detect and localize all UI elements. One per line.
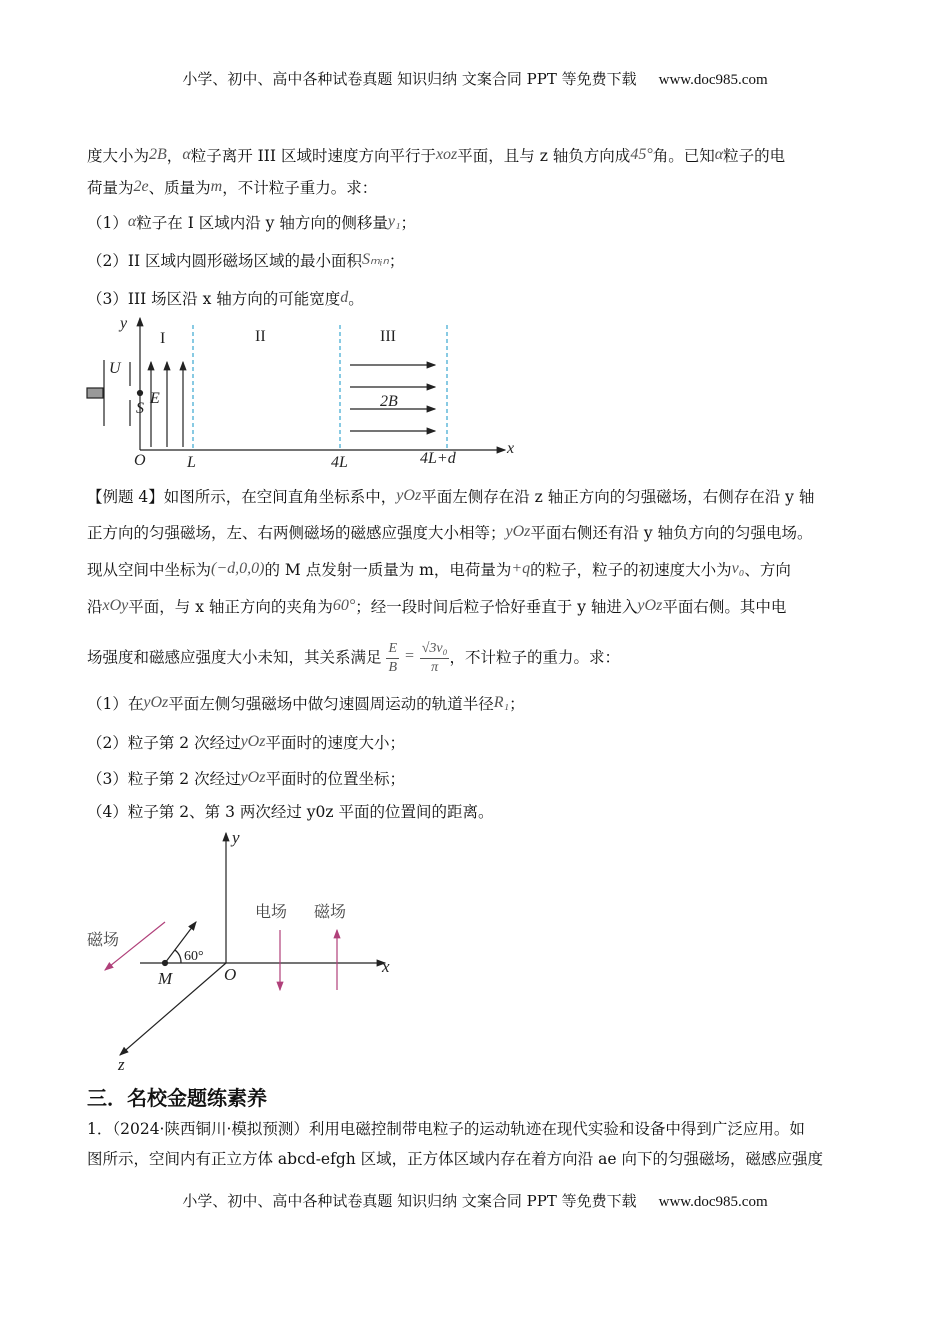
text: 度大小为 <box>87 147 150 165</box>
math-expression: y₁ <box>387 213 401 230</box>
figure-regions-diagram <box>87 318 505 450</box>
math-expression: 45° <box>630 146 653 163</box>
math-expression: xOy <box>102 597 129 614</box>
text: （3）粒子第 2 次经过 <box>87 770 241 788</box>
text: 沿 <box>87 598 103 616</box>
label: 4L <box>331 454 348 471</box>
text: 粒子在 I 区域内沿 y 轴方向的侧移量 <box>136 214 388 232</box>
frac-den: B <box>388 660 398 675</box>
text: ； <box>509 695 525 713</box>
math-expression: α <box>127 213 137 230</box>
text: ；经一段时间后粒子恰好垂直于 y 轴进入 <box>355 598 638 616</box>
label: U <box>109 360 121 377</box>
label: 2B <box>380 393 398 410</box>
math-expression: α <box>182 146 191 163</box>
footer-site: www.doc985.com <box>658 1194 768 1210</box>
text: 平面左侧存在沿 z 轴正方向的匀强磁场，右侧存在沿 y 轴 <box>421 488 815 506</box>
label: O <box>224 965 237 984</box>
label: II <box>255 328 266 345</box>
text: 、质量为 <box>148 179 211 197</box>
label: 磁场 <box>314 904 347 921</box>
footer-text: 小学、初中、高中各种试卷真题 知识归纳 文案合同 PPT 等免费下载 <box>182 1192 637 1210</box>
label: O <box>134 452 146 469</box>
label: y <box>232 828 240 847</box>
text: 平面，且与 z 轴负方向成 <box>457 147 631 165</box>
label: x <box>382 957 390 976</box>
math-expression: 2e <box>133 178 149 195</box>
text: ； <box>388 252 405 270</box>
text: （1）在 <box>87 695 144 713</box>
text: ，不计粒子重力。求： <box>222 179 378 197</box>
text: 平面，与 x 轴正方向的夹角为 <box>128 598 333 616</box>
label: 60° <box>184 949 204 964</box>
math-expression: yOz <box>396 487 422 504</box>
text: 平面左侧匀强磁场中做匀速圆周运动的轨道半径 <box>168 695 494 713</box>
text: 、方向 <box>744 561 791 579</box>
label: L <box>187 454 196 471</box>
frac-num: E <box>386 640 399 659</box>
label: 4L+d <box>420 450 456 467</box>
label: I <box>160 330 166 347</box>
text: 粒子离开 III 区域时速度方向平行于 <box>190 147 436 165</box>
point-m <box>163 961 168 966</box>
text: 平面时的速度大小； <box>265 734 405 752</box>
label: x <box>507 440 515 457</box>
text: ， <box>166 147 183 165</box>
text: 平面右侧。其中电 <box>662 598 787 616</box>
math-expression: 60° <box>332 597 356 614</box>
figure-3d-axes-diagram <box>105 833 385 1055</box>
label: y <box>120 315 128 332</box>
math-expression: +q <box>511 560 531 577</box>
label: III <box>380 328 396 345</box>
math-expression: m <box>210 178 223 195</box>
angle-arc <box>175 950 181 963</box>
text: （1） <box>87 214 128 232</box>
text: （2）粒子第 2 次经过 <box>87 734 241 752</box>
text: 图所示，空间内有正立方体 abcd-efgh 区域，正方体区域内存在着方向沿 ae 向下的匀强磁场，磁感应强度 <box>87 1150 823 1168</box>
figure2-labels <box>87 828 390 1074</box>
label: 电场 <box>255 904 288 921</box>
math-expression: yOz <box>143 694 169 711</box>
label: M <box>158 969 173 988</box>
frac-num: √3v₀ <box>420 640 450 659</box>
label: 磁场 <box>87 932 120 949</box>
text: 平面时的位置坐标； <box>265 770 405 788</box>
text: 1．（2024·陕西铜川·模拟预测）利用电磁控制带电粒子的运动轨迹在现代实验和设备中得到广泛应用。如 <box>87 1120 805 1138</box>
label: E <box>150 390 160 407</box>
text: 的粒子，粒子的初速度大小为 <box>530 561 732 579</box>
frac-den: π <box>431 660 439 675</box>
math-expression: Sₘᵢₙ <box>362 251 389 268</box>
math-expression: 2B <box>149 146 167 163</box>
z-axis <box>120 963 226 1055</box>
header-text: 小学、初中、高中各种试卷真题 知识归纳 文案合同 PPT 等免费下载 <box>182 70 637 88</box>
text: （2）II 区域内圆形磁场区域的最小面积 <box>87 252 363 270</box>
section-heading: 三．名校金题练素养 <box>87 1086 267 1110</box>
text: 【例题 4】如图所示，在空间直角坐标系中， <box>87 488 397 506</box>
text: ； <box>400 214 417 232</box>
text: ，不计粒子的重力。求： <box>449 648 620 667</box>
figure1-labels <box>109 315 514 471</box>
text: 的 M 点发射一质量为 m，电荷量为 <box>264 561 512 579</box>
text: 平面右侧还有沿 y 轴负方向的匀强电场。 <box>530 524 813 542</box>
text: 粒子的电 <box>723 147 786 165</box>
page-footer <box>0 1190 950 1211</box>
math-expression: xoz <box>435 146 458 163</box>
text: （3）III 场区沿 x 轴方向的可能宽度 <box>87 290 341 308</box>
text: 现从空间中坐标为 <box>87 561 212 579</box>
text: （4）粒子第 2、第 3 两次经过 y0z 平面的位置间的距离。 <box>87 803 494 821</box>
math-expression: α <box>714 146 724 163</box>
math-expression: v₀ <box>731 560 745 577</box>
math-expression: yOz <box>505 523 531 540</box>
math-expression: d <box>340 289 349 306</box>
math-expression: R₁ <box>493 694 510 711</box>
point-s <box>138 391 143 396</box>
label: z <box>118 1055 125 1074</box>
text: 正方向的匀强磁场，左、右两侧磁场的磁感应强度大小相等； <box>87 524 506 542</box>
math-expression: yOz <box>637 597 663 614</box>
math-expression: yOz <box>240 733 266 750</box>
source-box <box>87 388 103 398</box>
text: 。 <box>348 290 364 308</box>
header-site: www.doc985.com <box>658 72 768 88</box>
math-expression: yOz <box>240 769 266 786</box>
text: 场强度和磁感应强度大小未知，其关系满足 <box>87 648 382 667</box>
label: S <box>136 400 144 417</box>
text: 荷量为 <box>87 179 134 197</box>
math-expression: (−d,0,0) <box>211 560 265 577</box>
text: 角。已知 <box>652 147 715 165</box>
equals: = <box>403 647 415 665</box>
